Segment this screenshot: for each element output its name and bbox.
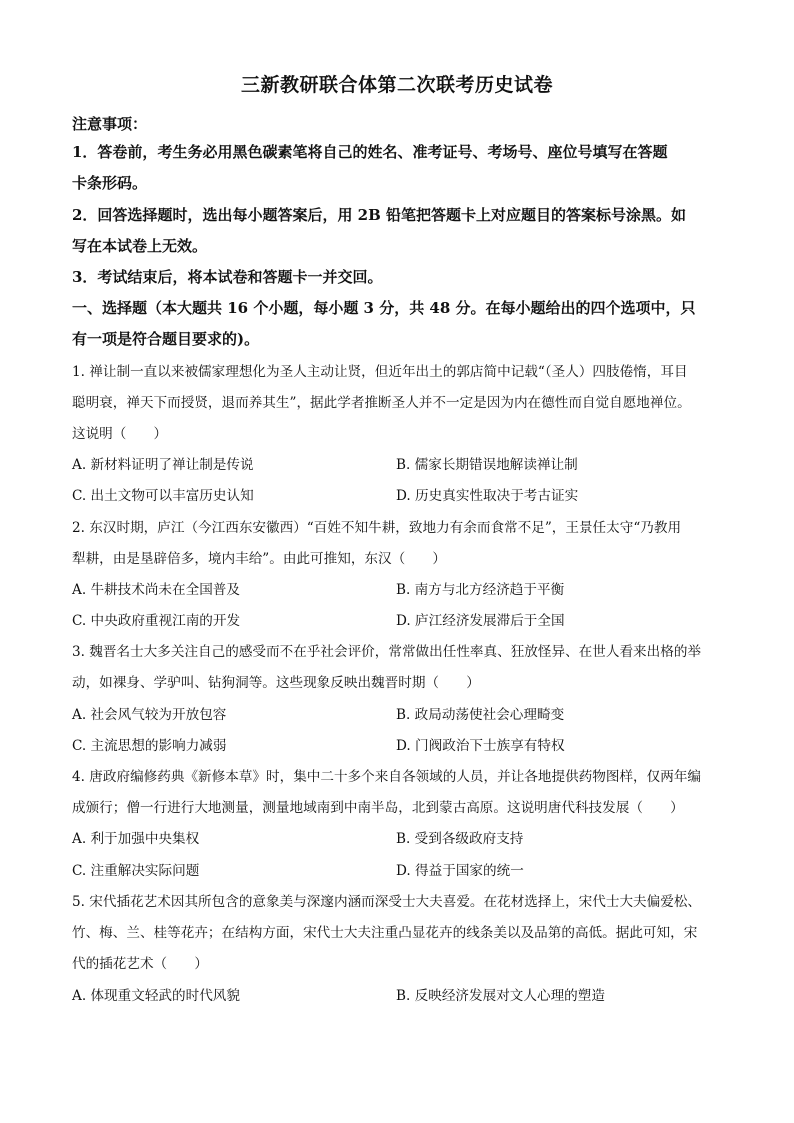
question-5-text: 代的插花艺术（ ） — [72, 956, 208, 972]
notice-item-1: 1．答卷前，考生务必用黑色碳素笔将自己的姓名、准考证号、考场号、座位号填写在答题 — [72, 143, 668, 161]
question-4-option-d[interactable]: D. 得益于国家的统一 — [396, 863, 524, 879]
notice-item-3: 3．考试结束后，将本试卷和答题卡一并交回。 — [72, 268, 383, 286]
question-2-text: 犁耕，由是垦辟倍多，境内丰给”。由此可推知，东汉（ ） — [72, 551, 446, 567]
question-1-text: 聪明衰，禅天下而授贤，退而养其生”，据此学者推断圣人并不一定是因为内在德性而自觉自愿地禅位。 — [72, 395, 691, 411]
section-heading-cont: 有一项是符合题目要求的)。 — [72, 330, 260, 348]
question-1-option-c[interactable]: C. 出土文物可以丰富历史认知 — [72, 488, 254, 504]
question-1-option-b[interactable]: B. 儒家长期错误地解读禅让制 — [396, 457, 578, 473]
question-3-option-a[interactable]: A. 社会风气较为开放包容 — [72, 707, 227, 723]
question-4-option-a[interactable]: A. 利于加强中央集权 — [72, 831, 200, 847]
question-2-option-c[interactable]: C. 中央政府重视江南的开发 — [72, 613, 241, 629]
question-4-text: 成颁行；僧一行进行大地测量，测量地域南到中南半岛，北到蒙古高原。这说明唐代科技发展（ ） — [72, 800, 684, 816]
question-5-text: 5. 宋代插花艺术因其所包含的意象美与深邃内涵而深受士大夫喜爱。在花材选择上，宋代士大夫偏爱松、 — [72, 894, 702, 910]
question-2-text: 2. 东汉时期，庐江（今江西东安徽西）“百姓不知牛耕，致地力有余而食常不足”，王景任太守“乃教用 — [72, 520, 682, 536]
question-5-text: 竹、梅、兰、桂等花卉；在结构方面，宋代士大夫注重凸显花卉的线条美以及品第的高低。据此可知，宋 — [72, 925, 698, 941]
question-4-text: 4. 唐政府编修药典《新修本草》时，集中二十多个来自各领域的人员，并让各地提供药物图样，仅两年编 — [72, 769, 702, 785]
question-3-text: 3. 魏晋名士大多关注自己的感受而不在乎社会评价，常常做出任性率真、狂放怪异、在世人看来出格的举 — [72, 644, 702, 660]
question-1-option-a[interactable]: A. 新材料证明了禅让制是传说 — [72, 457, 254, 473]
question-1-text: 这说明（ ） — [72, 426, 168, 442]
question-4-option-c[interactable]: C. 注重解决实际问题 — [72, 863, 200, 879]
question-1-option-d[interactable]: D. 历史真实性取决于考古证实 — [396, 488, 579, 504]
question-1-text: 1. 禅让制一直以来被儒家理想化为圣人主动让贤，但近年出土的郭店简中记载“（圣人）四肢倦惰，耳目 — [72, 364, 688, 380]
question-3-option-c[interactable]: C. 主流思想的影响力减弱 — [72, 738, 227, 754]
notice-item-2-cont: 写在本试卷上无效。 — [72, 237, 208, 255]
question-3-option-b[interactable]: B. 政局动荡使社会心理畸变 — [396, 707, 565, 723]
question-3-option-d[interactable]: D. 门阀政治下士族享有特权 — [396, 738, 565, 754]
question-2-option-d[interactable]: D. 庐江经济发展滞后于全国 — [396, 613, 565, 629]
question-2-option-b[interactable]: B. 南方与北方经济趋于平衡 — [396, 582, 565, 598]
question-5-option-a[interactable]: A. 体现重文轻武的时代风貌 — [72, 988, 240, 1004]
question-3-text: 动，如裸身、学驴叫、钻狗洞等。这些现象反映出魏晋时期（ ） — [72, 675, 480, 691]
question-4-option-b[interactable]: B. 受到各级政府支持 — [396, 831, 524, 847]
section-heading: 一、选择题（本大题共 16 个小题，每小题 3 分，共 48 分。在每小题给出的四个选项中，只 — [72, 299, 696, 317]
page-title: 三新教研联合体第二次联考历史试卷 — [240, 74, 553, 96]
notice-item-2: 2．回答选择题时，选出每小题答案后，用 2B 铅笔把答题卡上对应题目的答案标号涂黑。如 — [72, 206, 687, 224]
notice-item-1-cont: 卡条形码。 — [72, 174, 148, 192]
question-2-option-a[interactable]: A. 牛耕技术尚未在全国普及 — [72, 582, 240, 598]
notice-heading: 注意事项： — [72, 115, 148, 133]
question-5-option-b[interactable]: B. 反映经济发展对文人心理的塑造 — [396, 988, 605, 1004]
